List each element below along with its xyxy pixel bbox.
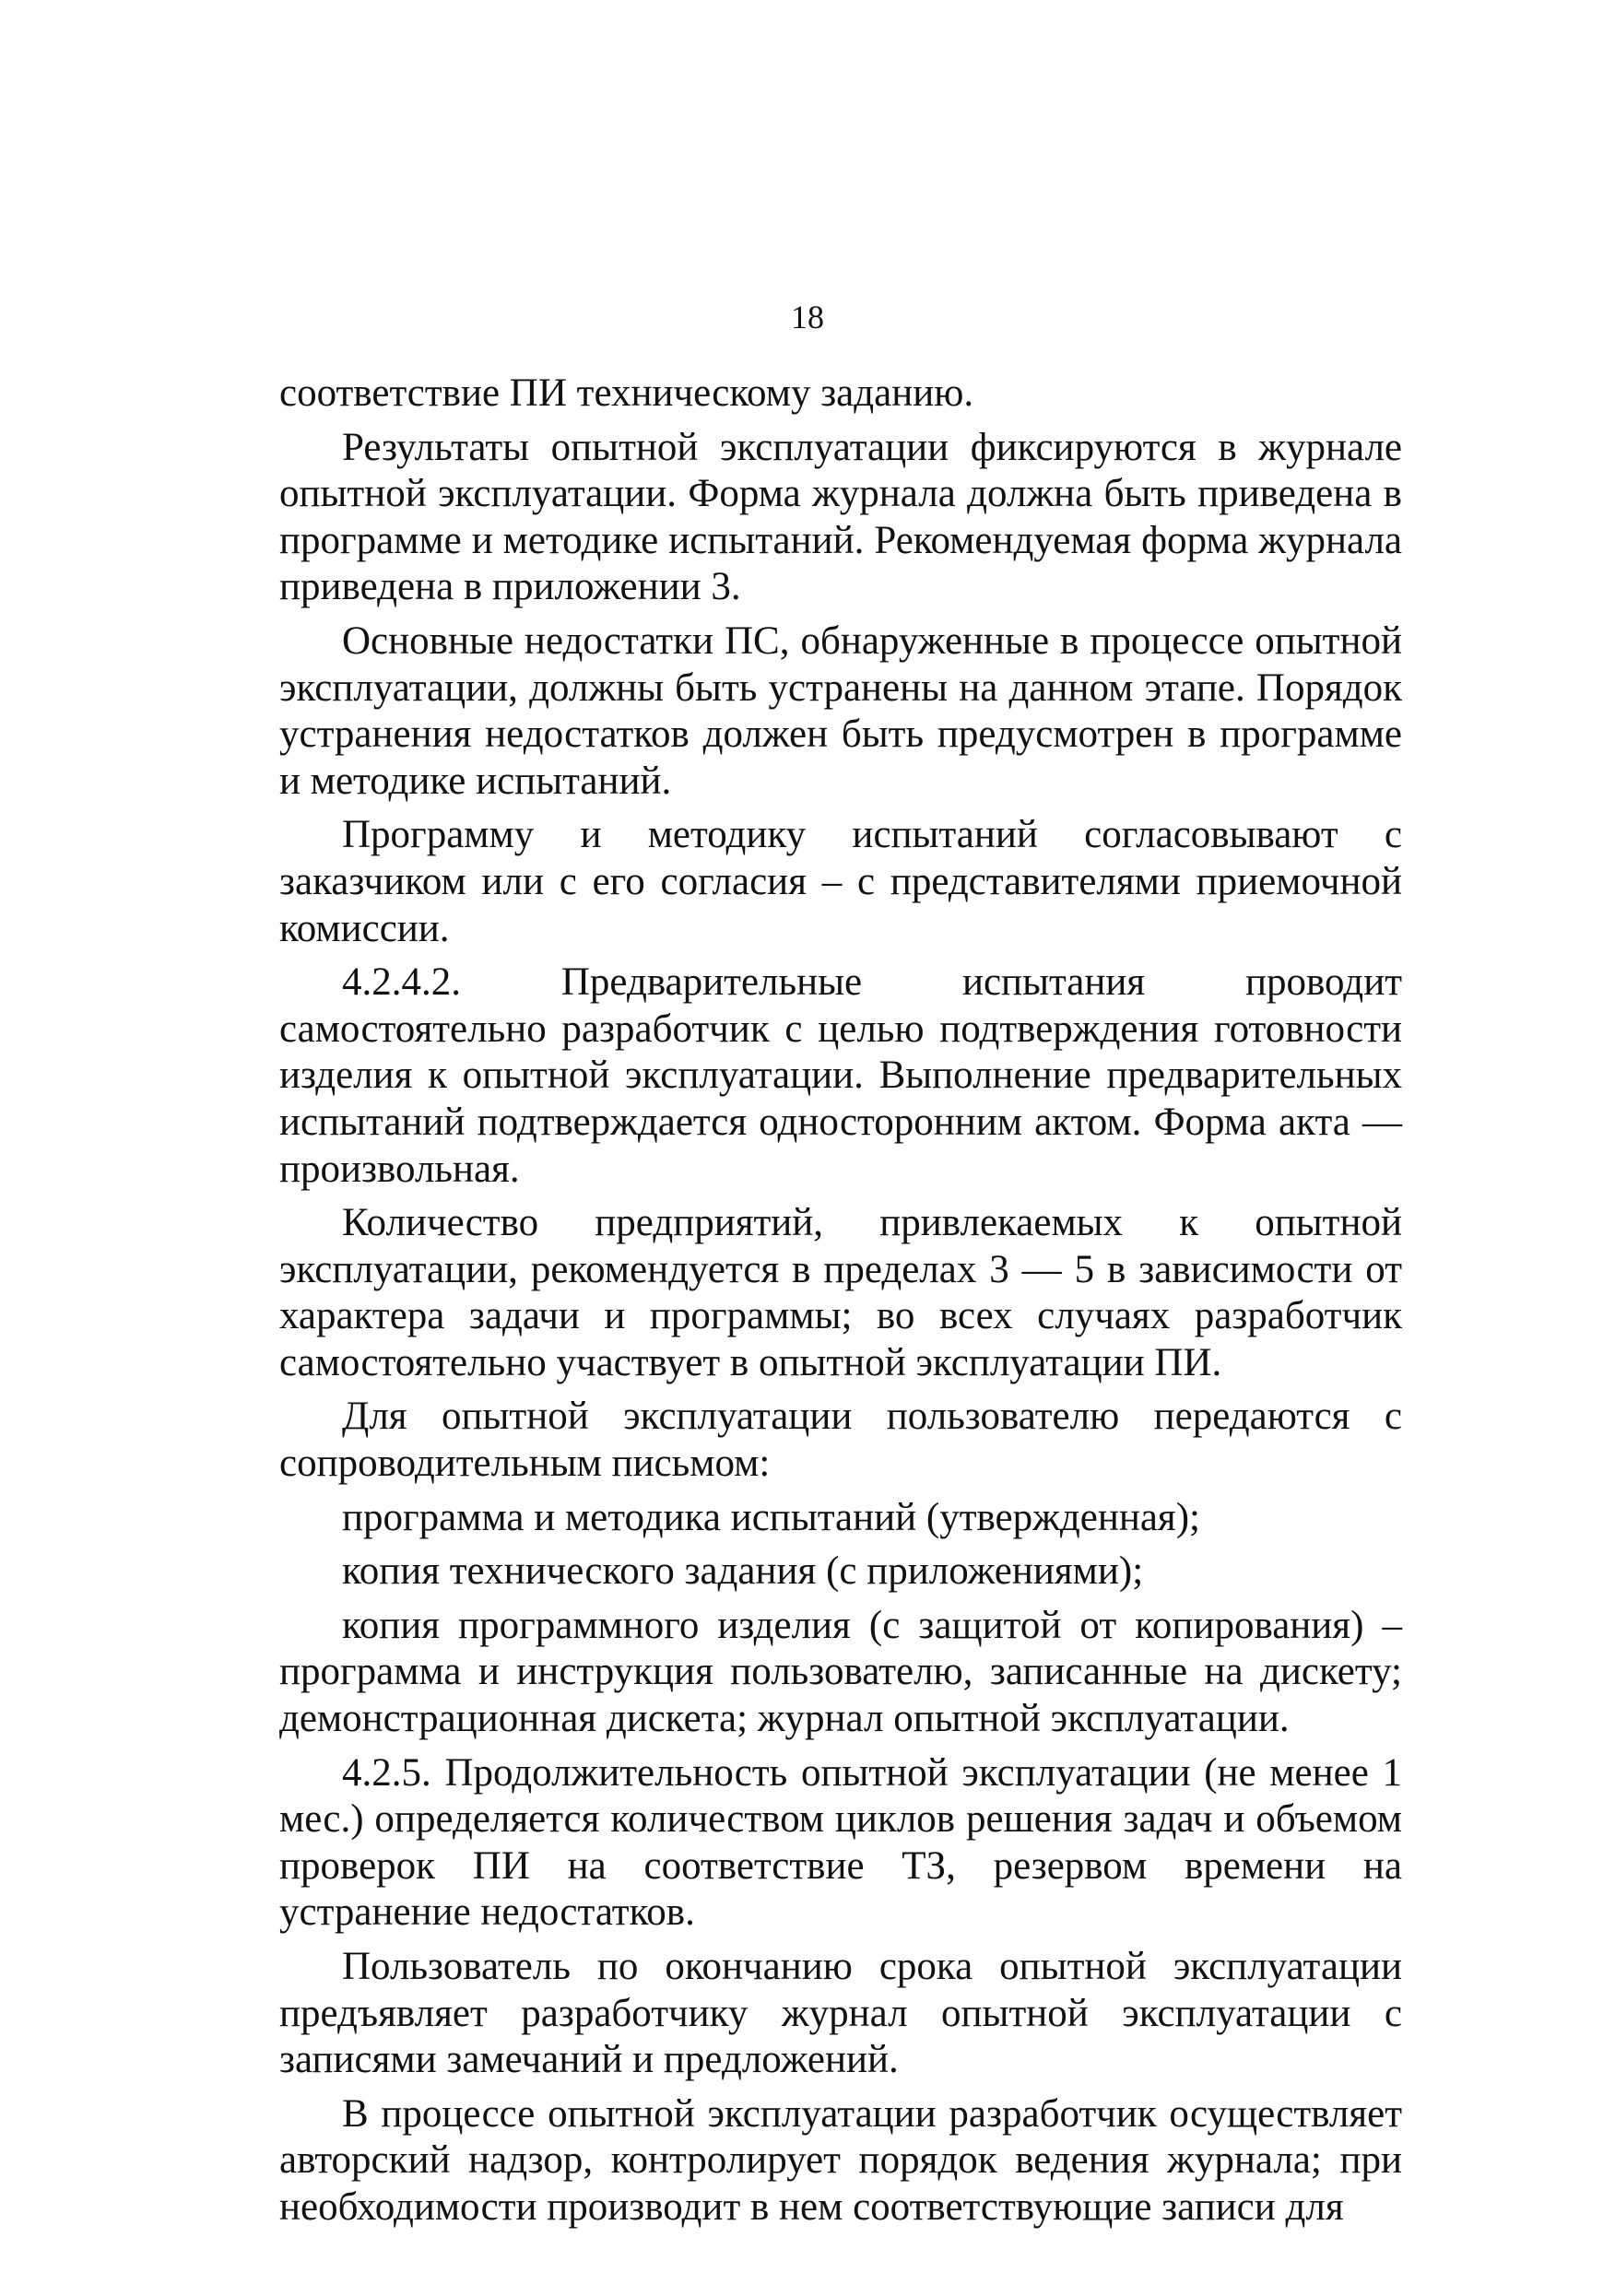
paragraph-6: Количество предприятий, привлекаемых к опытной эксплуатации, рекомендуется в пределах 3 — 5 в зависимости от характера задачи и программы; во всех случаях разработчик самостоятельно участвует в опытной эксплуатации ПИ. <box>279 1201 1402 1384</box>
list-item-3: копия программного изделия (с защитой от копирования) – программа и инструкция пользователю, записанные на дискету; демонстрационная дискета; журнал опытной эксплуатации. <box>279 1603 1402 1741</box>
body-text <box>279 371 1402 2239</box>
paragraph-8: 4.2.5. Продолжительность опытной эксплуатации (не менее 1 мес.) определяется количеством циклов решения задач и объемом проверок ПИ на соответствие ТЗ, резервом времени на устранение недостатков. <box>279 1750 1402 1935</box>
paragraph-4: Программу и методику испытаний согласовывают с заказчиком или с его согласия – с представителями приемочной комиссии. <box>279 813 1402 950</box>
paragraph-3: Основные недостатки ПС, обнаруженные в процессе опытной эксплуатации, должны быть устранены на данном этапе. Порядок устранения недостатков должен быть предусмотрен в программе и методике испытаний. <box>279 618 1402 803</box>
paragraph-7: Для опытной эксплуатации пользователю передаются с сопроводительным письмом: <box>279 1395 1402 1486</box>
paragraph-2: Результаты опытной эксплуатации фиксируются в журнале опытной эксплуатации. Форма журнала должна быть приведена в программе и методике испытаний. Рекомендуемая форма журнала приведена в приложении 3. <box>279 425 1402 609</box>
paragraph-5: 4.2.4.2. Предварительные испытания проводит самостоятельно разработчик с целью подтверждения готовности изделия к опытной эксплуатации. Выполнение предварительных испытаний подтверждается односторонним актом. Форма акта — произвольная. <box>279 960 1402 1191</box>
paragraph-10: В процессе опытной эксплуатации разработчик осуществляет авторский надзор, контролирует порядок ведения журнала; при необходимости производит в нем соответствующие записи для <box>279 2091 1402 2229</box>
paragraph-9: Пользователь по окончанию срока опытной эксплуатации предъявляет разработчику журнал опытной эксплуатации с записями замечаний и предложений. <box>279 1945 1402 2082</box>
list-item-1: программа и методика испытаний (утвержденная); <box>342 1495 1200 1539</box>
list-item-2: копия технического задания (с приложениями); <box>342 1549 1144 1594</box>
paragraph-1: соответствие ПИ техническому заданию. <box>279 371 974 415</box>
page-number: 18 <box>791 299 824 336</box>
